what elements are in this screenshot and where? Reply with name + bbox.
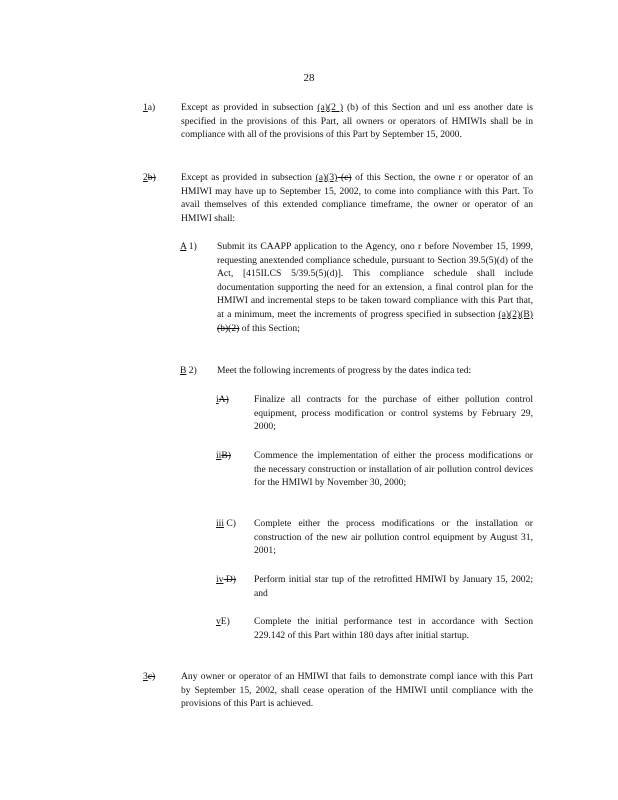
label-original: a) [147,102,156,113]
deleted-reference: (c) [337,172,352,183]
paragraph-text [254,615,533,642]
paragraph-label [216,615,230,629]
paragraph-label [216,573,236,587]
text-segment: Finalize all contracts for the purchase of either pollution control equipment, process modification or control systems by February 29, 2000; [254,394,533,433]
label-inserted: 1 [143,102,148,113]
paragraph-text [181,171,533,225]
text-segment: Complete either the process modifications or the installation or construction of the new air pollution control equipment by August 31, 2001; [254,518,533,557]
paragraph-text [254,449,533,490]
original-reference: (b) [343,102,359,113]
text-segment: Complete the initial performance test in accordance with Section 229.142 of this Part within 180 days after initial startup. [254,616,533,641]
label-inserted: iv [216,574,224,585]
label-original: C) [224,518,236,529]
label-original: 2) [186,365,197,376]
paragraph-text [217,364,533,378]
text-segment: of this Section, the owne r or operator of an HMIWI may have up to September 15, 2002, to come into compliance with this Part. To avail themselves of this extended compliance timeframe, the owner or operator of an HMIWI shall: [181,172,533,224]
label-inserted: B [180,365,187,376]
text-segment: Meet the following increments of progress by the dates indica ted: [217,365,472,376]
text-segment: of this Section and unl ess another date is specified in the provisions of this Part, all owners or operators of HMIWIs shall be in compliance with all of the provisions of this Part by September 15, 2000. [181,102,534,141]
text-segment: of this Section; [239,322,300,334]
text-segment: Except as provided in subsection [181,172,316,183]
inserted-reference: (a)(2)(B) [498,308,533,320]
paragraph-label [216,449,231,463]
paragraph-label [143,101,155,115]
label-deleted: B) [221,450,231,461]
text-segment: Submit its CAAPP application to the Agency, ono r before November 15, 1999, requesting anextended compliance schedule, pursuant to Section 39.5(5)(d) of the Act, [415ILCS 5/39.5(5)(d)]. This compliance schedule shall include documentation supporting the need for an extension, a final control plan for the HMIWI and incremental steps to be taken toward compliance with this Part that, at a minimum, meet the increments of progress specified in subsection [217,241,533,320]
paragraph-label [143,670,155,684]
paragraph-label [216,517,236,531]
text-segment: Perform initial star tup of the retrofitted HMIWI by January 15, 2002; and [254,574,533,599]
label-deleted: c) [147,671,156,682]
label-original: 1) [186,241,197,252]
text-segment: Any owner or operator of an HMIWI that fails to demonstrate compl iance with this Part by September 15, 2002, shall cease operation of the HMIWI until compliance with the provisions of this Part is achieved. [181,671,533,710]
paragraph-label [180,240,197,254]
deleted-reference: (b)(2) [217,322,240,334]
text-segment: Commence the implementation of either the process modifications or the necessary construction or installation of air pollution control devices for the HMIWI by November 30, 2000; [254,450,533,489]
paragraph-text [181,670,533,711]
label-deleted: D) [223,574,236,585]
label-inserted: 3 [143,671,148,682]
paragraph-text [217,240,533,335]
paragraph-text [181,101,533,142]
paragraph-text [254,517,533,558]
paragraph-text [254,393,533,434]
label-inserted: 2 [143,172,148,183]
label-original: E) [220,616,230,627]
paragraph-label [143,171,156,185]
inserted-reference: (a)(3) [315,172,338,183]
label-inserted: iii [216,518,224,529]
label-inserted: i [216,394,219,405]
label-inserted: A [180,241,187,252]
paragraph-label [216,393,229,407]
label-deleted: A) [218,394,229,405]
inserted-reference: (a)(2 ) [317,102,344,113]
paragraph-label [180,364,197,378]
label-inserted: v [216,616,221,627]
label-deleted: b) [147,172,156,183]
page-number: 28 [303,72,315,84]
paragraph-text [254,573,533,600]
label-inserted: ii [216,450,222,461]
text-segment: Except as provided in subsection [181,102,318,113]
